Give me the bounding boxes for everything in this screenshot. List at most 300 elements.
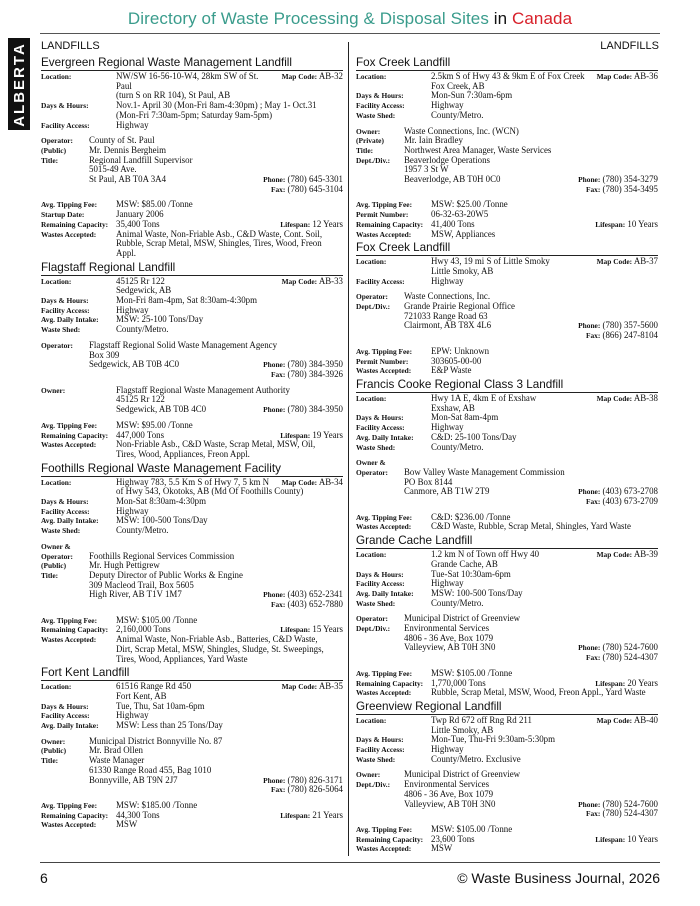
field-label: Dept./Div.: <box>356 780 391 790</box>
field-row <box>356 688 658 698</box>
field-label: Operator: <box>41 340 74 350</box>
field-row <box>356 200 658 210</box>
title-rule <box>40 33 660 34</box>
field-row <box>356 844 658 854</box>
field-row <box>356 735 658 745</box>
field-value <box>431 653 658 663</box>
fax-label: Fax: <box>585 331 601 341</box>
field-label <box>41 450 116 460</box>
phone-value: (780) 524-7600 <box>602 798 658 809</box>
field-value <box>431 497 658 507</box>
field-label: Wastes Accepted: <box>41 635 97 645</box>
field-value <box>116 325 343 335</box>
field-label: Facility Access: <box>356 423 405 433</box>
phone-value: (780) 524-7600 <box>602 642 658 653</box>
map-code <box>597 716 658 726</box>
fax-label: Fax: <box>585 809 601 819</box>
field-text: Mr. Dennis Bergheim <box>89 144 166 155</box>
map-code-value: AB-39 <box>633 549 658 560</box>
field-text: Highway <box>431 744 464 755</box>
field-value <box>431 443 658 453</box>
fax-label: Fax: <box>270 600 286 610</box>
phone-label: Phone: <box>263 175 286 185</box>
field-label: Avg. Daily Intake: <box>41 315 99 325</box>
field-text: Mon-Fri 8am-4pm, Sat 8:30am-4:30pm <box>116 295 258 306</box>
field-text: Animal Waste, Non-Friable Asb., Batteries, C&D Waste, <box>116 634 318 645</box>
field-row <box>356 716 658 726</box>
field-label: (Public) <box>41 561 67 571</box>
field-value <box>431 735 658 745</box>
facility-entry <box>41 666 343 830</box>
field-row <box>41 421 343 431</box>
field-text: C&D Waste, Rubble, Scrap Metal, Shingles, Yard Waste <box>431 521 631 532</box>
field-label: Waste Shed: <box>41 325 81 335</box>
field-text: Sedgewick, AB T0B 4C0 <box>89 359 180 370</box>
field-text: C&D: 25-100 Tons/Day <box>431 431 517 442</box>
field-value <box>116 820 343 830</box>
field-text: MSW: $25.00 /Tonne <box>431 199 508 210</box>
field-text: Box 309 <box>89 349 120 360</box>
facility-entry <box>41 261 343 460</box>
field-value <box>116 785 343 795</box>
field-label: Remaining Capacity: <box>356 219 424 229</box>
field-row <box>356 394 658 404</box>
field-text: Highway <box>431 275 464 286</box>
field-label: Remaining Capacity: <box>41 430 109 440</box>
field-label: Location: <box>41 477 72 487</box>
map-code-value: AB-38 <box>633 392 658 403</box>
field-row <box>356 146 658 156</box>
field-label <box>356 726 431 736</box>
field-label <box>356 175 404 185</box>
fax-value: (780) 645-3104 <box>287 183 343 194</box>
field-label: Facility Access: <box>41 305 90 315</box>
phone <box>263 405 343 415</box>
left-section-heading: LANDFILLS <box>41 40 100 52</box>
field-text: 1957 3 St W <box>404 164 449 175</box>
facility-entry <box>356 534 658 698</box>
field-label <box>356 560 431 570</box>
field-text: 35,400 Tons <box>116 218 160 229</box>
fax-row <box>356 653 658 663</box>
field-label: Avg. Tipping Fee: <box>356 825 413 834</box>
field-text: Bonnyville, AB T9N 2J7 <box>89 774 178 785</box>
field-label: Facility Access: <box>356 101 405 111</box>
field-text: Valleyview, AB T0H 3N0 <box>404 642 496 653</box>
field-label: Days & Hours: <box>356 413 404 423</box>
field-label <box>356 634 404 644</box>
fax-value: (780) 384-3926 <box>287 368 343 379</box>
phone-label: Phone: <box>263 405 286 415</box>
field-label <box>41 600 116 610</box>
fax-row <box>41 600 343 610</box>
field-text: Clairmont, AB T8X 4L6 <box>404 320 492 331</box>
field-row <box>356 835 658 845</box>
field-label <box>356 331 431 341</box>
field-row <box>356 468 658 478</box>
lifespan-value: 19 Years <box>312 429 343 440</box>
field-label: Wastes Accepted: <box>41 820 97 830</box>
field-row <box>356 366 658 376</box>
field-label <box>356 800 404 810</box>
field-text: MSW: $105.00 /Tonne <box>431 824 513 834</box>
field-label <box>41 487 116 497</box>
field-label <box>356 321 404 331</box>
fax <box>271 370 343 380</box>
field-row <box>41 682 343 692</box>
field-row <box>356 127 658 137</box>
field-row <box>41 210 343 220</box>
lifespan-label: Lifespan: <box>280 810 311 820</box>
phone-label: Phone: <box>578 487 601 497</box>
field-value <box>116 239 343 249</box>
field-row <box>356 302 658 312</box>
field-text: Nov.1- April 30 (Mon-Fri 8am-4:30pm) ; May 1- Oct.31 <box>116 100 317 111</box>
field-label: Permit Number: <box>356 210 409 220</box>
field-value <box>116 600 343 610</box>
fax-label: Fax: <box>585 497 601 507</box>
fax-label: Fax: <box>270 184 286 194</box>
field-text: Dirt, Scrap Metal, MSW, Shingles, Sludge, St. Sweepings, <box>116 643 324 654</box>
field-label: Wastes Accepted: <box>41 229 97 239</box>
field-text: Waste Connections, Inc. <box>404 291 491 302</box>
field-value <box>431 522 658 532</box>
field-text: Municipal District Bonnyville No. 87 <box>89 735 223 746</box>
field-label <box>356 487 404 497</box>
field-label: Remaining Capacity: <box>356 678 424 688</box>
field-row <box>41 552 343 562</box>
lifespan <box>280 811 343 821</box>
field-text: Mon-Sun 7:30am-6pm <box>431 90 513 101</box>
facility-name: Fox Creek Landfill <box>356 56 658 71</box>
field-text: County/Metro. <box>431 109 484 120</box>
field-label: Avg. Tipping Fee: <box>356 200 413 210</box>
field-text: Highway <box>116 710 149 721</box>
field-label: Days & Hours: <box>41 296 89 306</box>
phone-value: (403) 652-2341 <box>287 589 343 600</box>
field-text: MSW <box>116 819 138 830</box>
field-text: Non-Friable Asb., C&D Waste, Scrap Metal, MSW, Oil, <box>116 439 316 450</box>
facility-name: Grande Cache Landfill <box>356 534 658 549</box>
field-row <box>356 589 658 599</box>
fax-row <box>356 331 658 341</box>
field-value <box>116 721 343 731</box>
field-text: 61330 Range Road 455, Bag 1010 <box>89 764 212 775</box>
field-label: Title: <box>41 756 59 766</box>
field-text: County of St. Paul <box>89 135 155 146</box>
facility-entry <box>41 462 343 665</box>
field-text: Mon-Sat 8am-4pm <box>431 412 499 423</box>
map-code-label: Map Code: <box>596 715 633 725</box>
field-text: Little Smoky, AB <box>431 265 494 276</box>
field-text: MSW: $105.00 /Tonne <box>116 614 198 625</box>
field-text: 61516 Range Rd 450 <box>116 681 192 692</box>
field-label: Location: <box>41 682 72 692</box>
field-label: Startup Date: <box>41 210 85 220</box>
field-row <box>356 267 658 277</box>
field-text: MSW: 100-500 Tons/Day <box>431 587 523 598</box>
field-row <box>356 669 658 679</box>
field-label: Facility Access: <box>356 745 405 755</box>
field-value <box>431 185 658 195</box>
field-text: MSW: $185.00 /Tonne <box>116 800 198 810</box>
field-label <box>356 165 404 175</box>
field-label: Avg. Tipping Fee: <box>356 668 413 678</box>
field-text: MSW <box>431 843 453 854</box>
map-code-label: Map Code: <box>596 550 633 560</box>
field-label: Avg. Tipping Fee: <box>356 346 413 356</box>
phone-label: Phone: <box>578 643 601 653</box>
field-text: Fox Creek, AB <box>431 80 485 91</box>
footer-rule <box>40 862 660 863</box>
field-label <box>356 312 404 322</box>
field-text: 45125 Rr 122 <box>116 394 165 405</box>
field-value <box>431 755 658 765</box>
field-row <box>356 599 658 609</box>
field-text: Beaverlodge, AB T0H 0C0 <box>404 174 501 185</box>
map-code <box>282 277 343 287</box>
facility-entry <box>356 700 658 854</box>
field-text: County/Metro. <box>431 597 484 608</box>
field-text: EPW: Unknown <box>431 345 490 356</box>
field-label: Dept./Div.: <box>356 155 391 165</box>
map-code-value: AB-40 <box>633 714 658 725</box>
field-text: Fort Kent, AB <box>116 690 167 701</box>
field-label <box>356 267 431 277</box>
field-label <box>41 395 116 405</box>
field-text: of Hwy 543, Okotoks, AB (Md Of Foothills County) <box>116 486 304 497</box>
page-title: Directory of Waste Processing & Disposal Sites in Canada <box>127 9 573 28</box>
facility-name: Greenview Regional Landfill <box>356 700 658 715</box>
field-row <box>41 820 343 830</box>
field-row <box>41 737 343 747</box>
field-row <box>41 811 343 821</box>
field-text: Regional Landfill Supervisor <box>89 154 193 165</box>
field-label: Remaining Capacity: <box>41 219 109 229</box>
field-text: Highway <box>431 100 464 111</box>
field-label: Remaining Capacity: <box>41 625 109 635</box>
field-text: Foothills Regional Services Commission <box>89 550 235 561</box>
field-text: Rubble, Scrap Metal, MSW, Shingles, Tires, Wood, Freon <box>116 238 322 249</box>
field-label <box>41 581 89 591</box>
field-row <box>41 156 343 166</box>
field-text: MSW: 100-500 Tons/Day <box>116 515 208 526</box>
field-label <box>356 185 431 195</box>
field-label: Location: <box>356 550 387 560</box>
field-row <box>41 516 343 526</box>
field-label: Wastes Accepted: <box>356 522 412 532</box>
field-value <box>116 72 343 91</box>
facility-entry <box>356 241 658 376</box>
map-code-value: AB-36 <box>633 71 658 81</box>
field-row <box>356 755 658 765</box>
fax-value: (403) 652-7880 <box>287 599 343 610</box>
field-value <box>431 366 658 376</box>
field-label: Days & Hours: <box>41 101 89 111</box>
field-value <box>116 655 343 665</box>
field-value <box>116 121 343 131</box>
map-code-label: Map Code: <box>281 72 318 81</box>
field-row <box>41 315 343 325</box>
field-value <box>431 267 658 277</box>
lifespan-label: Lifespan: <box>280 219 311 229</box>
phone-label: Phone: <box>578 799 601 809</box>
field-text: 309 Macleod Trail, Box 5605 <box>89 579 194 590</box>
field-text: PO Box 8144 <box>404 476 453 487</box>
map-code-value: AB-32 <box>318 71 343 81</box>
map-code-value: AB-37 <box>633 256 658 267</box>
map-code-label: Map Code: <box>281 477 318 487</box>
map-code-label: Map Code: <box>596 393 633 403</box>
facility-name: Foothills Regional Waste Management Facility <box>41 462 343 477</box>
field-value <box>116 497 343 507</box>
field-text: Mr. Hugh Pettigrew <box>89 560 160 571</box>
lifespan-label: Lifespan: <box>595 219 626 229</box>
map-code <box>597 550 658 560</box>
field-text: Municipal District of Greenview <box>404 613 521 624</box>
field-row <box>41 249 343 259</box>
phone-value: (780) 645-3301 <box>287 174 343 185</box>
field-text: 2,160,000 Tons <box>116 624 171 635</box>
field-row <box>356 443 658 453</box>
field-label <box>41 590 89 600</box>
field-row <box>41 386 343 396</box>
field-label: Operator: <box>356 614 389 624</box>
field-label <box>41 185 116 195</box>
field-label: Owner: <box>41 736 66 746</box>
field-text: (turn S on RR 104), St Paul, AB <box>116 90 231 101</box>
lifespan-value: 20 Years <box>627 677 658 688</box>
field-value <box>431 688 658 698</box>
lifespan <box>595 835 658 845</box>
field-value <box>116 526 343 536</box>
field-text: Flagstaff Regional Solid Waste Management Agency <box>89 339 278 350</box>
field-label: Operator: <box>356 467 389 477</box>
field-label: Waste Shed: <box>356 110 396 120</box>
field-label: Avg. Daily Intake: <box>356 432 414 442</box>
field-text: Rubble, Scrap Metal, MSW, Wood, Freon Appl., Yard Waste <box>431 687 646 698</box>
field-text: Little Smoky, AB <box>431 724 494 735</box>
field-label <box>41 286 116 296</box>
field-row <box>41 239 343 249</box>
field-row <box>356 101 658 111</box>
field-label: Avg. Tipping Fee: <box>41 200 98 210</box>
field-value <box>116 702 343 712</box>
field-text: MSW, Appliances <box>431 228 496 239</box>
lifespan-value: 12 Years <box>312 218 343 229</box>
field-text: MSW: Less than 25 Tons/Day <box>116 720 223 731</box>
phone-value: (780) 384-3950 <box>287 404 343 415</box>
field-label: (Private) <box>356 136 384 146</box>
fax-row <box>41 785 343 795</box>
field-label: Title: <box>356 145 374 155</box>
phone-label: Phone: <box>263 360 286 370</box>
field-text: Tue-Sat 10:30am-6pm <box>431 568 511 579</box>
field-label <box>41 91 116 101</box>
field-label <box>41 405 116 415</box>
phone-value: (780) 357-5600 <box>602 320 658 331</box>
facility-entry <box>41 56 343 259</box>
field-label: Location: <box>41 72 72 81</box>
field-label <box>356 809 431 819</box>
field-row <box>356 413 658 423</box>
field-value <box>431 413 658 423</box>
fax <box>271 600 343 610</box>
right-column <box>356 56 658 856</box>
field-value <box>116 811 343 821</box>
facility-name: Fort Kent Landfill <box>41 666 343 681</box>
map-code-value: AB-33 <box>318 275 343 286</box>
fax-value: (780) 524-4307 <box>602 652 658 663</box>
field-label: Owner & <box>356 458 386 468</box>
field-label <box>356 404 431 414</box>
fax-value: (780) 524-4307 <box>602 808 658 819</box>
field-row <box>356 825 658 835</box>
fax-value: (403) 673-2709 <box>602 496 658 507</box>
field-text: 447,000 Tons <box>116 429 165 440</box>
field-row <box>356 257 658 267</box>
field-text: High River, AB T1V 1M7 <box>89 589 182 600</box>
fax <box>586 653 658 663</box>
field-row <box>41 72 343 91</box>
field-row <box>41 526 343 536</box>
field-text: County/Metro. <box>431 441 484 452</box>
field-text: Flagstaff Regional Waste Management Authority <box>116 384 290 395</box>
field-row <box>356 72 658 82</box>
field-row <box>41 721 343 731</box>
copyright: © Waste Business Journal, 2026 <box>457 870 660 886</box>
map-code-value: AB-35 <box>318 681 343 692</box>
field-label: Avg. Daily Intake: <box>356 588 414 598</box>
field-row <box>356 550 658 560</box>
field-label <box>41 360 89 370</box>
field-label: Days & Hours: <box>41 497 89 507</box>
field-label <box>41 370 116 380</box>
field-value <box>116 249 343 259</box>
field-label: (Public) <box>41 746 67 756</box>
field-label: Days & Hours: <box>356 569 404 579</box>
field-text: MSW: 25-100 Tons/Day <box>116 314 204 325</box>
fax-row <box>356 809 658 819</box>
field-label: Avg. Daily Intake: <box>41 721 99 731</box>
field-label: Remaining Capacity: <box>356 834 424 844</box>
field-row <box>356 111 658 121</box>
field-text: St Paul, AB T0A 3A4 <box>89 174 167 185</box>
field-label: Title: <box>41 570 59 580</box>
field-text: Sedgewick, AB T0B 4C0 <box>116 404 207 415</box>
field-label: Facility Access: <box>41 506 90 516</box>
field-text: 41,400 Tons <box>431 218 475 229</box>
field-text: Highway <box>116 304 149 315</box>
field-label: Facility Access: <box>41 120 90 130</box>
field-value <box>116 111 343 121</box>
field-text: NW/SW 16-56-10-W4, 28km SW of St. Paul <box>116 71 259 91</box>
field-value <box>431 809 658 819</box>
field-row <box>41 121 343 131</box>
field-row <box>356 570 658 580</box>
field-label: Operator: <box>41 136 74 146</box>
field-text: Sedgewick, AB <box>116 285 172 296</box>
field-label: Waste Shed: <box>356 442 396 452</box>
field-label: Operator: <box>356 292 389 302</box>
field-text: Tires, Wood, Appliances, Yard Waste <box>116 653 248 664</box>
field-row <box>356 347 658 357</box>
field-label: Permit Number: <box>356 356 409 366</box>
fax-label: Fax: <box>270 785 286 795</box>
field-text: MSW: $95.00 /Tonne <box>116 419 193 430</box>
field-text: January 2006 <box>116 209 164 220</box>
field-text: Municipal District of Greenview <box>404 769 521 780</box>
